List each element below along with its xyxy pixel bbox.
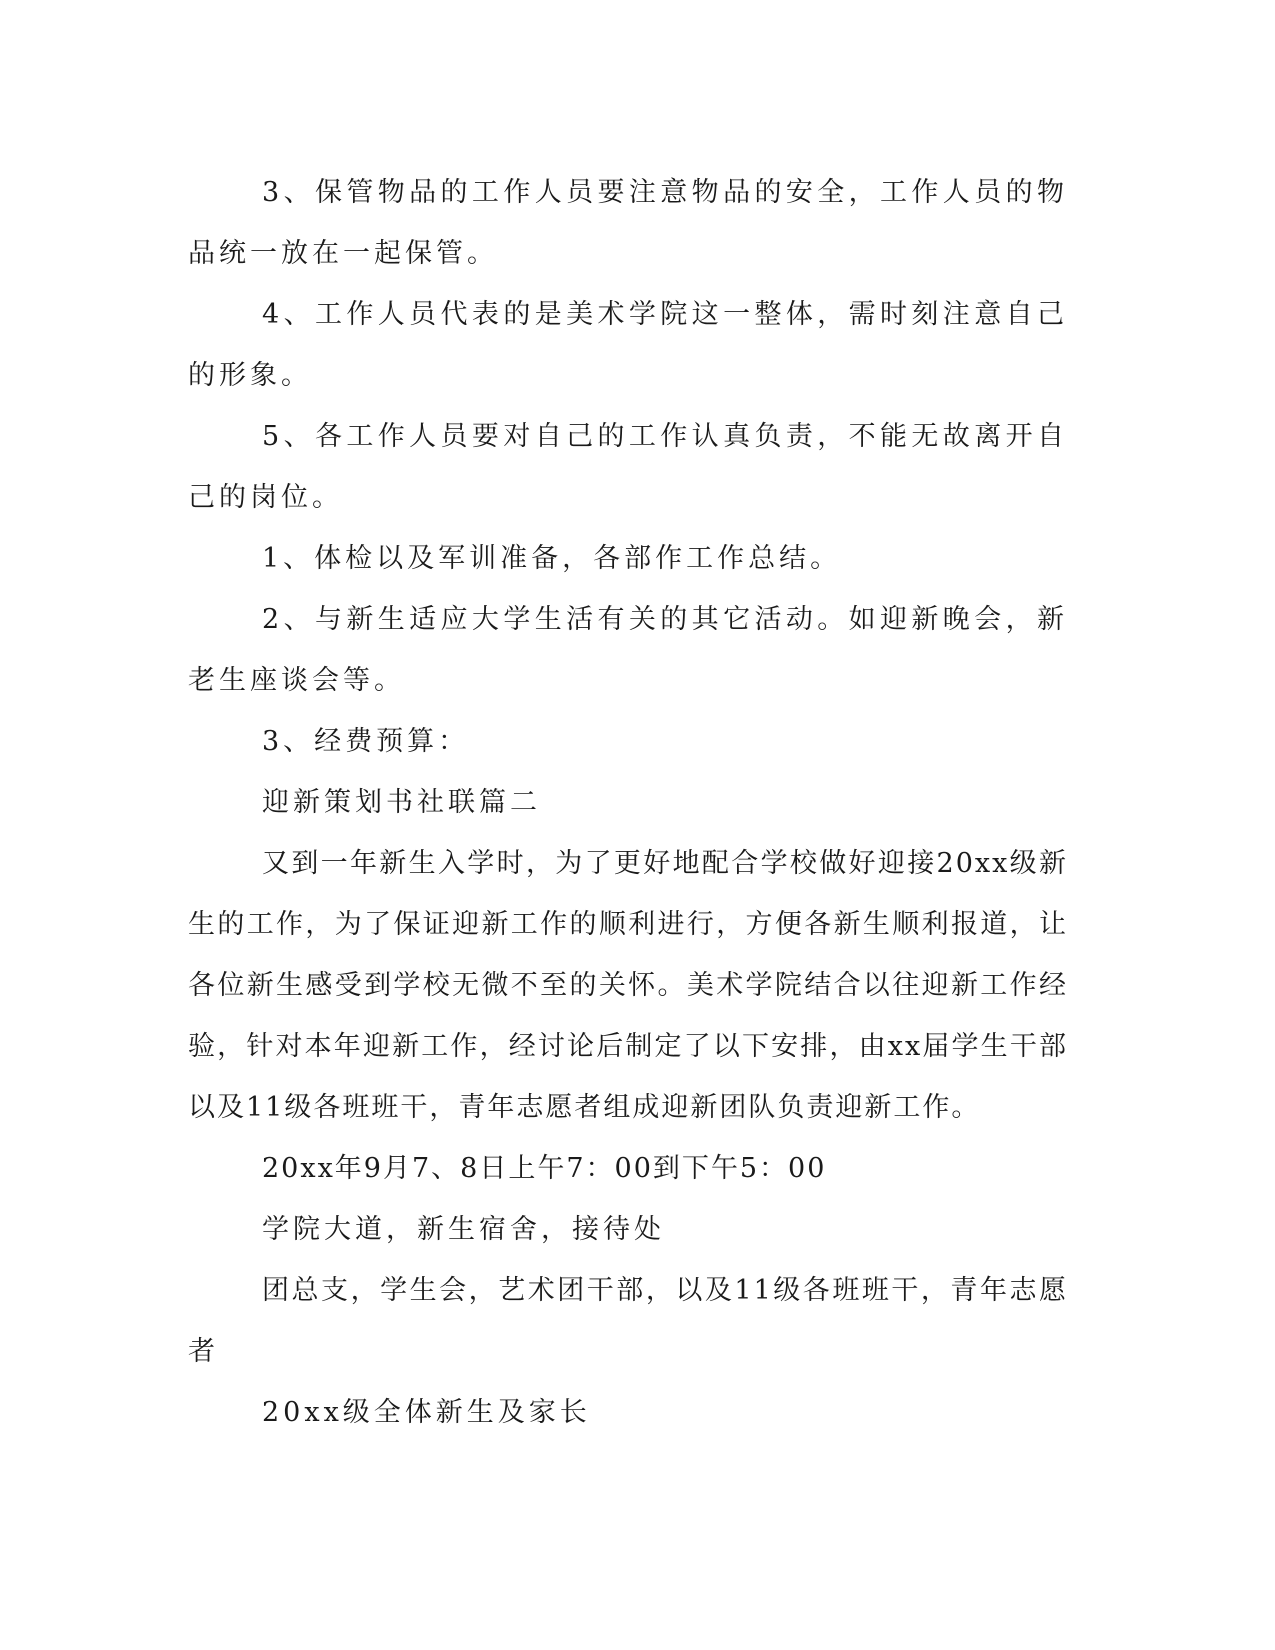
paragraph-item-3-safekeeping: 3、保管物品的工作人员要注意物品的安全，工作人员的物品统一放在一起保管。 <box>188 177 1068 269</box>
paragraph-location: 学院大道，新生宿舍，接待处 <box>262 1214 665 1245</box>
paragraph-item-1-checkup: 1、体检以及军训准备，各部作工作总结。 <box>262 543 842 574</box>
paragraph-item-2-activities: 2、与新生适应大学生活有关的其它活动。如迎新晚会，新老生座谈会等。 <box>188 604 1068 696</box>
paragraph-staff: 团总支，学生会，艺术团干部，以及11级各班班干，青年志愿者 <box>188 1275 1068 1367</box>
paragraph-audience: 20xx级全体新生及家长 <box>262 1397 591 1428</box>
paragraph-item-4-image: 4、工作人员代表的是美术学院这一整体，需时刻注意自己的形象。 <box>188 299 1068 391</box>
paragraph-item-5-responsibility: 5、各工作人员要对自己的工作认真负责，不能无故离开自己的岗位。 <box>188 421 1068 513</box>
paragraph-time: 20xx年9月7、8日上午7：00到下午5：00 <box>262 1153 827 1184</box>
section-heading: 迎新策划书社联篇二 <box>262 787 541 818</box>
paragraph-introduction: 又到一年新生入学时，为了更好地配合学校做好迎接20xx级新生的工作，为了保证迎新工作的顺利进行，方便各新生顺利报道，让各位新生感受到学校无微不至的关怀。美术学院结合以往迎新工作经验，针对本年迎新工作，经讨论后制定了以下安排，由xx届学生干部以及11级各班班干，青年志愿者组成迎新团队负责迎新工作。 <box>188 848 1068 1123</box>
document-body <box>188 162 1068 1443</box>
paragraph-item-3-budget: 3、经费预算： <box>262 726 470 757</box>
